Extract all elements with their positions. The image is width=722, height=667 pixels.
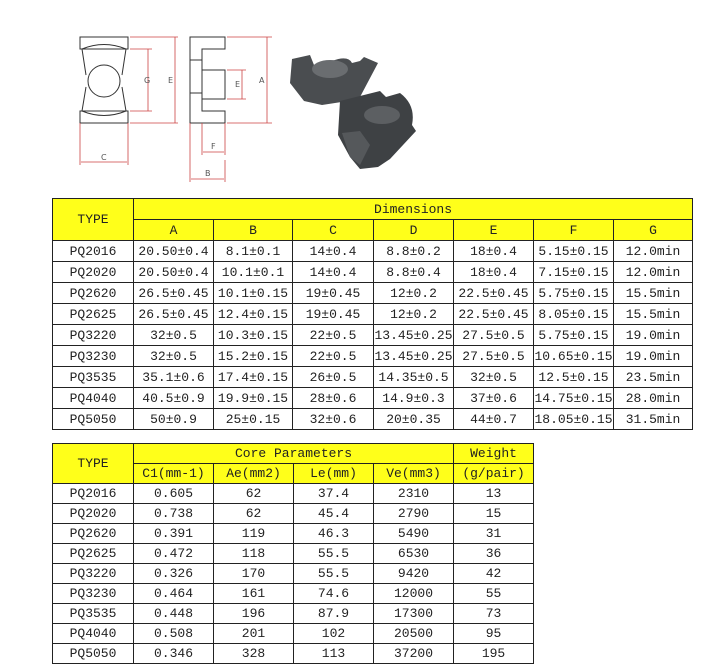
type-cell: PQ2020 bbox=[53, 262, 134, 283]
label-f: F bbox=[211, 142, 216, 151]
value-cell: 5.75±0.15 bbox=[534, 283, 614, 304]
value-cell: 14±0.4 bbox=[293, 241, 374, 262]
value-cell: 13.45±0.25 bbox=[374, 325, 454, 346]
value-cell: 15 bbox=[454, 504, 534, 524]
value-cell: 18±0.4 bbox=[454, 241, 534, 262]
value-cell: 18.05±0.15 bbox=[534, 409, 614, 430]
core-photo bbox=[290, 55, 416, 169]
type-cell: PQ3220 bbox=[53, 325, 134, 346]
value-cell: 55.5 bbox=[294, 564, 374, 584]
value-cell: 25±0.15 bbox=[214, 409, 293, 430]
value-cell: 8.8±0.4 bbox=[374, 262, 454, 283]
value-cell: 42 bbox=[454, 564, 534, 584]
value-cell: 27.5±0.5 bbox=[454, 325, 534, 346]
value-cell: 62 bbox=[214, 504, 294, 524]
value-cell: 37200 bbox=[374, 644, 454, 664]
value-cell: 12±0.2 bbox=[374, 304, 454, 325]
value-cell: 50±0.9 bbox=[134, 409, 214, 430]
type-cell: PQ2020 bbox=[53, 504, 134, 524]
value-cell: 170 bbox=[214, 564, 294, 584]
value-cell: 37±0.6 bbox=[454, 388, 534, 409]
value-cell: 113 bbox=[294, 644, 374, 664]
value-cell: 8.1±0.1 bbox=[214, 241, 293, 262]
type-cell: PQ2016 bbox=[53, 484, 134, 504]
value-cell: 10.1±0.15 bbox=[214, 283, 293, 304]
type-cell: PQ2625 bbox=[53, 304, 134, 325]
type-cell: PQ2016 bbox=[53, 241, 134, 262]
type-header: TYPE bbox=[53, 199, 134, 241]
value-cell: 102 bbox=[294, 624, 374, 644]
value-cell: 95 bbox=[454, 624, 534, 644]
value-cell: 14.9±0.3 bbox=[374, 388, 454, 409]
value-cell: 0.464 bbox=[134, 584, 214, 604]
value-cell: 328 bbox=[214, 644, 294, 664]
table-row bbox=[53, 544, 534, 564]
value-cell: 196 bbox=[214, 604, 294, 624]
value-cell: 6530 bbox=[374, 544, 454, 564]
type-cell: PQ3230 bbox=[53, 584, 134, 604]
label-e-left: E bbox=[168, 76, 174, 85]
value-cell: 12.5±0.15 bbox=[534, 367, 614, 388]
value-cell: 23.5min bbox=[614, 367, 693, 388]
value-cell: 20500 bbox=[374, 624, 454, 644]
value-cell: 13.45±0.25 bbox=[374, 346, 454, 367]
table-row bbox=[53, 564, 534, 584]
value-cell: 20.50±0.4 bbox=[134, 262, 214, 283]
table-row bbox=[53, 241, 693, 262]
value-cell: 55 bbox=[454, 584, 534, 604]
value-cell: 31 bbox=[454, 524, 534, 544]
value-cell: 55.5 bbox=[294, 544, 374, 564]
column-header: Ve(mm3) bbox=[374, 464, 454, 484]
type-cell: PQ5050 bbox=[53, 409, 134, 430]
type-cell: PQ2625 bbox=[53, 544, 134, 564]
type-cell: PQ3535 bbox=[53, 604, 134, 624]
value-cell: 17.4±0.15 bbox=[214, 367, 293, 388]
table-row bbox=[53, 388, 693, 409]
value-cell: 8.05±0.15 bbox=[534, 304, 614, 325]
column-header-a: A bbox=[134, 220, 214, 241]
value-cell: 46.3 bbox=[294, 524, 374, 544]
value-cell: 0.472 bbox=[134, 544, 214, 564]
table-row bbox=[53, 346, 693, 367]
value-cell: 5.15±0.15 bbox=[534, 241, 614, 262]
value-cell: 17300 bbox=[374, 604, 454, 624]
value-cell: 12±0.2 bbox=[374, 283, 454, 304]
type-cell: PQ3220 bbox=[53, 564, 134, 584]
value-cell: 22.5±0.45 bbox=[454, 283, 534, 304]
value-cell: 28±0.6 bbox=[293, 388, 374, 409]
label-g: G bbox=[144, 76, 151, 85]
value-cell: 201 bbox=[214, 624, 294, 644]
label-b: B bbox=[205, 169, 211, 178]
weight-header: Weight bbox=[454, 444, 534, 464]
table-row bbox=[53, 262, 693, 283]
value-cell: 119 bbox=[214, 524, 294, 544]
label-e-mid: E bbox=[235, 80, 241, 89]
value-cell: 15.5min bbox=[614, 304, 693, 325]
value-cell: 10.1±0.1 bbox=[214, 262, 293, 283]
value-cell: 0.346 bbox=[134, 644, 214, 664]
value-cell: 45.4 bbox=[294, 504, 374, 524]
value-cell: 0.391 bbox=[134, 524, 214, 544]
weight-unit-header: (g/pair) bbox=[454, 464, 534, 484]
value-cell: 32±0.5 bbox=[454, 367, 534, 388]
value-cell: 19±0.45 bbox=[293, 304, 374, 325]
value-cell: 26±0.5 bbox=[293, 367, 374, 388]
value-cell: 0.738 bbox=[134, 504, 214, 524]
label-c: C bbox=[101, 153, 107, 162]
value-cell: 28.0min bbox=[614, 388, 693, 409]
value-cell: 15.2±0.15 bbox=[214, 346, 293, 367]
value-cell: 7.15±0.15 bbox=[534, 262, 614, 283]
value-cell: 44±0.7 bbox=[454, 409, 534, 430]
column-header-e: E bbox=[454, 220, 534, 241]
value-cell: 2310 bbox=[374, 484, 454, 504]
column-header-f: F bbox=[534, 220, 614, 241]
column-header: C1(mm-1) bbox=[134, 464, 214, 484]
value-cell: 0.326 bbox=[134, 564, 214, 584]
type-cell: PQ4040 bbox=[53, 388, 134, 409]
value-cell: 14.35±0.5 bbox=[374, 367, 454, 388]
value-cell: 36 bbox=[454, 544, 534, 564]
value-cell: 74.6 bbox=[294, 584, 374, 604]
table-row bbox=[53, 367, 693, 388]
value-cell: 40.5±0.9 bbox=[134, 388, 214, 409]
value-cell: 20.50±0.4 bbox=[134, 241, 214, 262]
value-cell: 37.4 bbox=[294, 484, 374, 504]
value-cell: 22.5±0.45 bbox=[454, 304, 534, 325]
value-cell: 18±0.4 bbox=[454, 262, 534, 283]
value-cell: 195 bbox=[454, 644, 534, 664]
type-cell: PQ4040 bbox=[53, 624, 134, 644]
value-cell: 0.448 bbox=[134, 604, 214, 624]
value-cell: 12.4±0.15 bbox=[214, 304, 293, 325]
column-header-g: G bbox=[614, 220, 693, 241]
table-row bbox=[53, 584, 534, 604]
value-cell: 9420 bbox=[374, 564, 454, 584]
value-cell: 12.0min bbox=[614, 262, 693, 283]
table-row bbox=[53, 604, 534, 624]
pq-core-drawing bbox=[60, 35, 450, 185]
value-cell: 19.0min bbox=[614, 346, 693, 367]
value-cell: 19.0min bbox=[614, 325, 693, 346]
value-cell: 87.9 bbox=[294, 604, 374, 624]
value-cell: 19±0.45 bbox=[293, 283, 374, 304]
value-cell: 26.5±0.45 bbox=[134, 304, 214, 325]
column-header: Le(mm) bbox=[294, 464, 374, 484]
value-cell: 19.9±0.15 bbox=[214, 388, 293, 409]
value-cell: 118 bbox=[214, 544, 294, 564]
type-cell: PQ3230 bbox=[53, 346, 134, 367]
value-cell: 2790 bbox=[374, 504, 454, 524]
value-cell: 0.508 bbox=[134, 624, 214, 644]
value-cell: 8.8±0.2 bbox=[374, 241, 454, 262]
table-row bbox=[53, 524, 534, 544]
value-cell: 32±0.5 bbox=[134, 325, 214, 346]
column-header-d: D bbox=[374, 220, 454, 241]
core-parameters-group-header: Core Parameters bbox=[134, 444, 454, 464]
value-cell: 35.1±0.6 bbox=[134, 367, 214, 388]
value-cell: 22±0.5 bbox=[293, 325, 374, 346]
value-cell: 0.605 bbox=[134, 484, 214, 504]
value-cell: 5490 bbox=[374, 524, 454, 544]
value-cell: 62 bbox=[214, 484, 294, 504]
value-cell: 15.5min bbox=[614, 283, 693, 304]
value-cell: 22±0.5 bbox=[293, 346, 374, 367]
table-row bbox=[53, 624, 534, 644]
type-cell: PQ3535 bbox=[53, 367, 134, 388]
label-a: A bbox=[259, 76, 265, 85]
value-cell: 10.65±0.15 bbox=[534, 346, 614, 367]
value-cell: 13 bbox=[454, 484, 534, 504]
column-header: Ae(mm2) bbox=[214, 464, 294, 484]
value-cell: 161 bbox=[214, 584, 294, 604]
column-header-b: B bbox=[214, 220, 293, 241]
core-parameters-table bbox=[52, 443, 534, 664]
value-cell: 12.0min bbox=[614, 241, 693, 262]
value-cell: 32±0.5 bbox=[134, 346, 214, 367]
type-cell: PQ5050 bbox=[53, 644, 134, 664]
table-row bbox=[53, 325, 693, 346]
table-row bbox=[53, 644, 534, 664]
value-cell: 31.5min bbox=[614, 409, 693, 430]
value-cell: 27.5±0.5 bbox=[454, 346, 534, 367]
value-cell: 26.5±0.45 bbox=[134, 283, 214, 304]
column-header-c: C bbox=[293, 220, 374, 241]
value-cell: 14.75±0.15 bbox=[534, 388, 614, 409]
table-row bbox=[53, 504, 534, 524]
value-cell: 73 bbox=[454, 604, 534, 624]
value-cell: 32±0.6 bbox=[293, 409, 374, 430]
table-row bbox=[53, 283, 693, 304]
value-cell: 20±0.35 bbox=[374, 409, 454, 430]
value-cell: 10.3±0.15 bbox=[214, 325, 293, 346]
value-cell: 12000 bbox=[374, 584, 454, 604]
table-row bbox=[53, 409, 693, 430]
value-cell: 14±0.4 bbox=[293, 262, 374, 283]
table-row bbox=[53, 304, 693, 325]
dimensions-group-header: Dimensions bbox=[134, 199, 693, 220]
type-header: TYPE bbox=[53, 444, 134, 484]
type-cell: PQ2620 bbox=[53, 283, 134, 304]
value-cell: 5.75±0.15 bbox=[534, 325, 614, 346]
type-cell: PQ2620 bbox=[53, 524, 134, 544]
table-row bbox=[53, 484, 534, 504]
dimensions-table bbox=[52, 198, 693, 430]
